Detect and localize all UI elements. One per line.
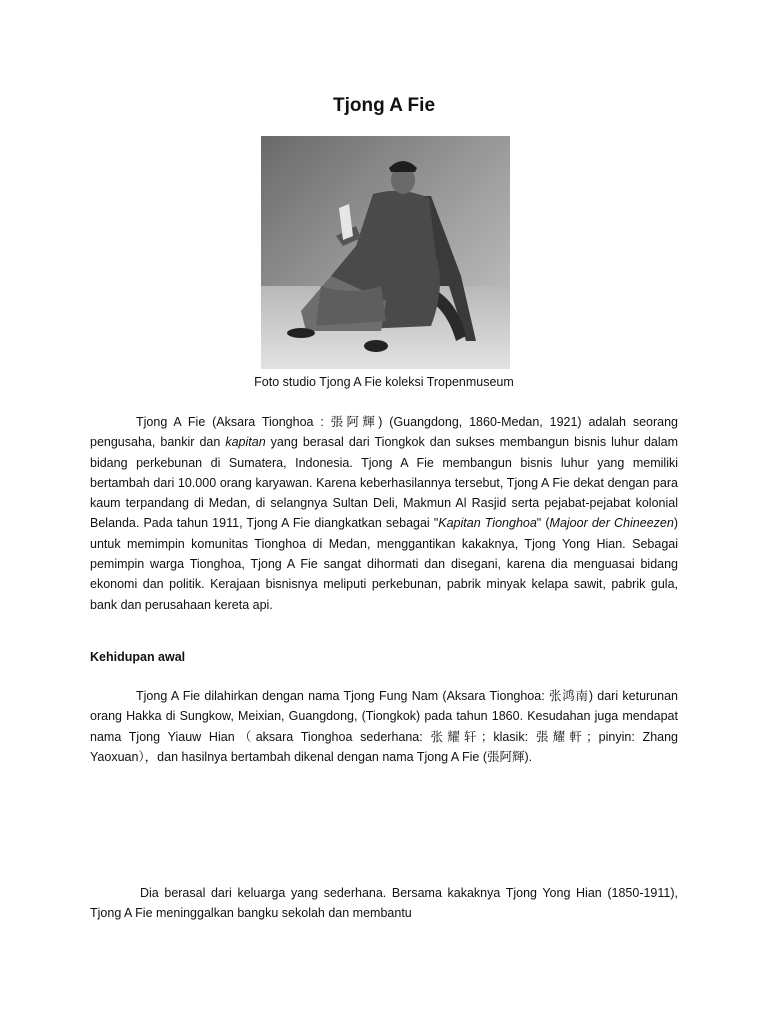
document-title: Tjong A Fie	[332, 95, 436, 116]
photo-caption: Foto studio Tjong A Fie koleksi Tropenmuseum	[254, 375, 514, 389]
paragraph-early-life: Tjong A Fie dilahirkan dengan nama Tjong Fung Nam (Aksara Tionghoa: 张鸿南) dari keturunan orang Hakka di Sungkow, Meixian, Guangdong, (Tiongkok) pada tahun 1860. Kesudahan juga mendapat nama Tjong Yiauw Hian（aksara Tionghoa sederhana: 张耀轩；klasik: 張耀軒；pinyin: Zhang Yaoxuan），dan hasilnya bertambah dikenal dengan nama Tjong A Fie (張阿輝).	[90, 689, 678, 764]
section-heading-early-life: Kehidupan awal	[90, 650, 186, 664]
paragraph-family: Dia berasal dari keluarga yang sederhana. Bersama kakaknya Tjong Yong Hian (1850-1911), Tjong A Fie meninggalkan bangku sekolah dan membantu	[90, 886, 678, 921]
paragraph-intro-text-3: " (	[536, 516, 550, 531]
paragraph-intro-text-1: Tjong A Fie (Aksara Tionghoa : 張阿輝) (Guangdong, 1860-Medan, 1921) adalah seorang pengusaha, bankir dan	[90, 415, 678, 450]
paragraph-intro-italic-3: Majoor der Chineezen	[549, 516, 674, 531]
portrait-photo	[261, 136, 510, 369]
paragraph-intro	[90, 412, 678, 615]
paragraph-intro-text-4: ) untuk memimpin komunitas Tionghoa di Medan, menggantikan kakaknya, Tjong Yong Hian. Sebagai pemimpin warga Tionghoa, Tjong A Fie sangat dihormati dan disegani, karena dia menguasai bidang ekonomi dan politik. Kerajaan bisnisnya meliputi perkebunan, pabrik minyak kelapa sawit, pabrik gula, bank dan perusahaan kereta api.	[90, 516, 678, 612]
paragraph-intro-italic-2: Kapitan Tionghoa	[438, 516, 537, 531]
paragraph-intro-text-2: yang berasal dari Tiongkok dan sukses membangun bisnis luhur dalam bidang perkebunan di Sumatera, Indonesia. Tjong A Fie membangun bisnis luhur yang memiliki bertambah dari 10.000 orang karyawan. Karena keberhasilannya tersebut, Tjong A Fie dekat dengan para kaum terpandang di Medan, di selangnya Sultan Deli, Makmun Al Rasjid serta pejabat-pejabat kolonial Belanda. Pada tahun 1911, Tjong A Fie diangkatkan sebagai "	[90, 435, 678, 531]
paragraph-intro-italic-1: kapitan	[225, 435, 266, 450]
portrait-photo-graphic	[261, 136, 510, 369]
